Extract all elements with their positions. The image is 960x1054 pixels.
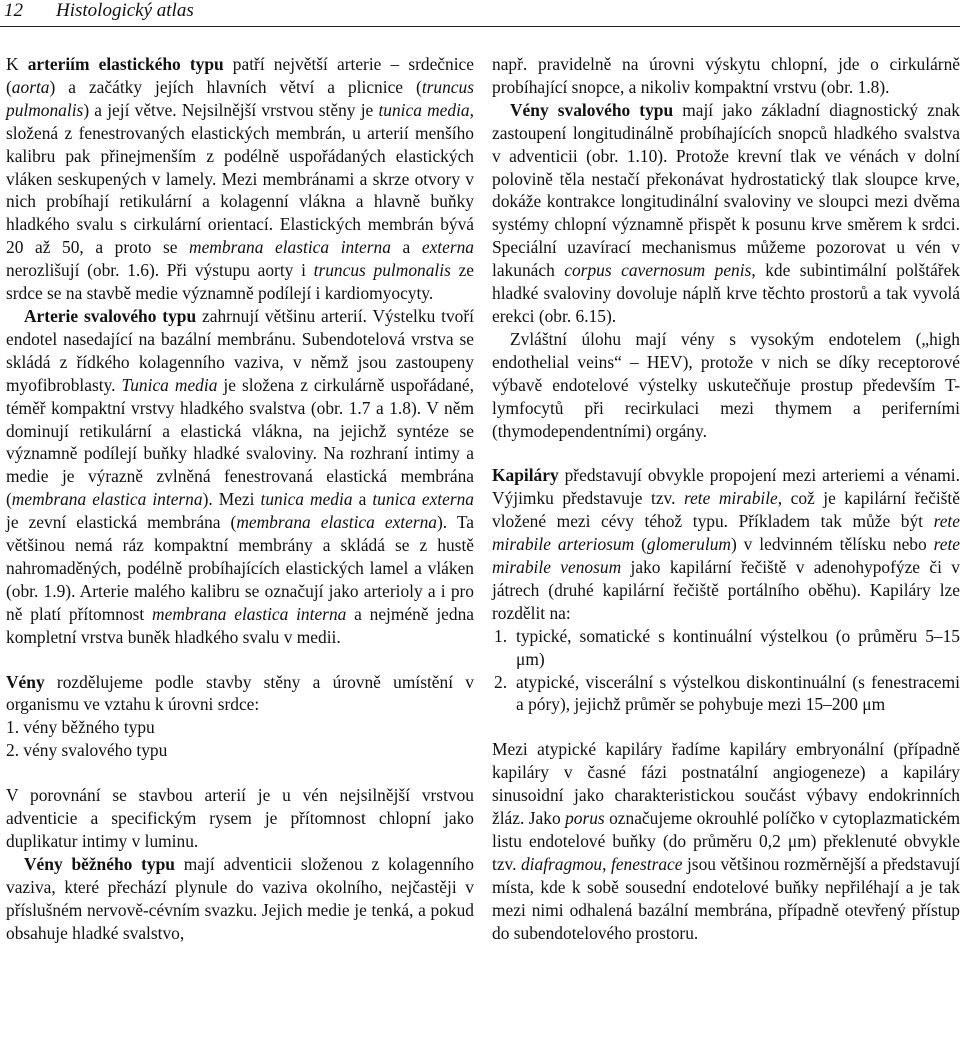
paragraph-veins-intro: Vény rozdělujeme podle stavby stěny a úrovně umístění v organismu ve vztahu k úrovni srdce: — [6, 671, 474, 715]
left-column — [6, 53, 474, 945]
paragraph-atypical-capillaries: Mezi atypické kapiláry řadíme kapiláry embryonální (případně kapiláry v časné fázi postnatální angiogeneze) a kapiláry sinusoidní jako charakteristickou součást výbavy endokrinních žláz. Jako porus označujeme okrouhlé políčko v cytoplazmatickém listu endotelové buňky (do průměru 0,2 μm) překlenuté obvykle tzv. diafragmou, fenestrace jsou většinou rozměrnější a představují místa, kde k sobě sousední endotelové buňky nepřiléhají a je tak mezi nimi odhalená bazální membrána, případně otevřený přístup do subendotelového prostoru. — [492, 739, 960, 943]
paragraph-hev: Zvláštní úlohu mají vény s vysokým endotelem („high endothelial veins“ – HEV), protože v nich se díky receptorové výbavě endotelové výstelky uskutečňuje prostup především T-lymfocytů při recirkulaci mezi thymem a periferními (thymodependentními) orgány. — [492, 328, 960, 441]
page-number: 12 — [4, 0, 23, 21]
capillary-list-item-1 — [492, 625, 960, 671]
running-title: Histologický atlas — [56, 0, 194, 21]
list-number: 2. — [494, 671, 508, 692]
paragraph-elastic-arteries: K arteriím elastického typu patří největší arterie – srdečnice (aorta) a začátky jejích hlavních větví a plicnice (truncus pulmonalis) a její větve. Nejsilnější vrstvou stěny je tunica media, složená z fenestrovaných elastických membrán, u arterií menšího kalibru pak přinejmenším z podélně uspořádaných elastických vláken seskupených v lamely. Mezi membránami a skrze otvory v nich probíhají retikulární a kolagenní vlákna a hlavně buňky hladkého svalu s cirkulární orientací. Elastických membrán bývá 20 až 50, a proto se membrana elastica interna a externa nerozlišují (obr. 1.6). Při výstupu aorty i truncus pulmonalis ze srdce se na stavbě medie významně podílejí i kardiomyocyty. — [6, 54, 475, 304]
paragraph-veins-comparison: V porovnání se stavbou arterií je u vén nejsilnější vrstvou adventicie a specifickým rysem je přítomnost chlopní jako duplikatur intimy v luminu. — [6, 785, 474, 851]
right-column — [492, 53, 960, 945]
paragraph-muscular-arteries: Arterie svalového typu zahrnují většinu arterií. Výstelku tvoří endotel nasedající na bazální membránu. Subendotelová vrstva se skládá z řídkého kolagenního vaziva, v němž jsou zastoupeny myofibroblasty. Tunica media je složena z cirkulárně uspořádané, téměř kompaktní vrstvy hladkého svalstva (obr. 1.7 a 1.8). V něm dominují retikulární a elastická vlákna, na jejichž syntéze se významně podílejí buňky hladké svaloviny. Na rozhraní intimy a medie je výrazně zvlněná fenestrovaná elastická membrána (membrana elastica interna). Mezi tunica media a tunica externa je zevní elastická membrána (membrana elastica externa). Ta většinou nemá ráz kompaktní membrány a skládá se z hustě nahromaděných, podélně probíhajících elastických lamel a vláken (obr. 1.9). Arterie malého kalibru se označují jako arterioly a i pro ně platí přítomnost membrana elastica interna a nejméně jedna kompletní vrstva buněk hladkého svalu v medii. — [6, 305, 474, 647]
paragraph-common-veins: Vény běžného typu mají adventicii složenou z kolagenního vaziva, které přechází plynule do vaziva okolního, nejčastěji v příslušném nervově-cévním svazku. Jejich medie je tenká, a pokud obsahuje hladké svalstvo, — [6, 853, 474, 943]
paragraph-continuation: např. pravidelně na úrovni výskytu chlopní, jde o cirkulárně probíhající snopce, a nikoliv kompaktní vrstvu (obr. 1.8). — [492, 54, 960, 97]
veins-list-item-2: 2. vény svalového typu — [6, 740, 168, 761]
paragraph-capillaries: Kapiláry představují obvykle propojení mezi arteriemi a vénami. Výjimku představuje tzv. rete mirabile, což je kapilární řečiště vložené mezi cévy téhož typu. Příkladem tak může být rete mirabile arteriosum (glomerulum) v ledvinném tělísku nebo rete mirabile venosum jako kapilární řečiště v adenohypofýze či v játrech (druhé kapilární řečiště portálního oběhu). Kapiláry lze rozdělit na: — [492, 465, 960, 623]
list-text: atypické, viscerální s výstelkou diskontinuální (s fenestracemi a póry), jejichž průměr se pohybuje mezi 15–200 μm — [516, 671, 960, 715]
list-number: 1. — [494, 625, 508, 646]
running-header — [0, 0, 960, 27]
veins-list-item-1: 1. vény běžného typu — [6, 717, 155, 738]
capillary-list-item-2 — [492, 671, 960, 717]
list-text: typické, somatické s kontinuální výstelkou (o průměru 5–15 μm) — [516, 625, 960, 669]
paragraph-muscular-veins: Vény svalového typu mají jako základní diagnostický znak zastoupení longitudinálně probíhajících snopců hladkého svalstva v adventicii (obr. 1.10). Protože krevní tlak ve vénách v dolní polovině těla nestačí překonávat hydrostatický tlak sloupce krve, dokáže kontrakce longitudinální svaloviny ve sloupci mezi dvěma systémy chlopní významně přispět k posunu krve směrem k srdci. Speciální uzavírací mechanismus můžeme pozorovat u vén v lakunách corpus cavernosum penis, kde subintimální polštářek hladké svaloviny dovoluje náplň krve těchto prostorů a tak vyvolá erekci (obr. 6.15). — [492, 99, 960, 326]
